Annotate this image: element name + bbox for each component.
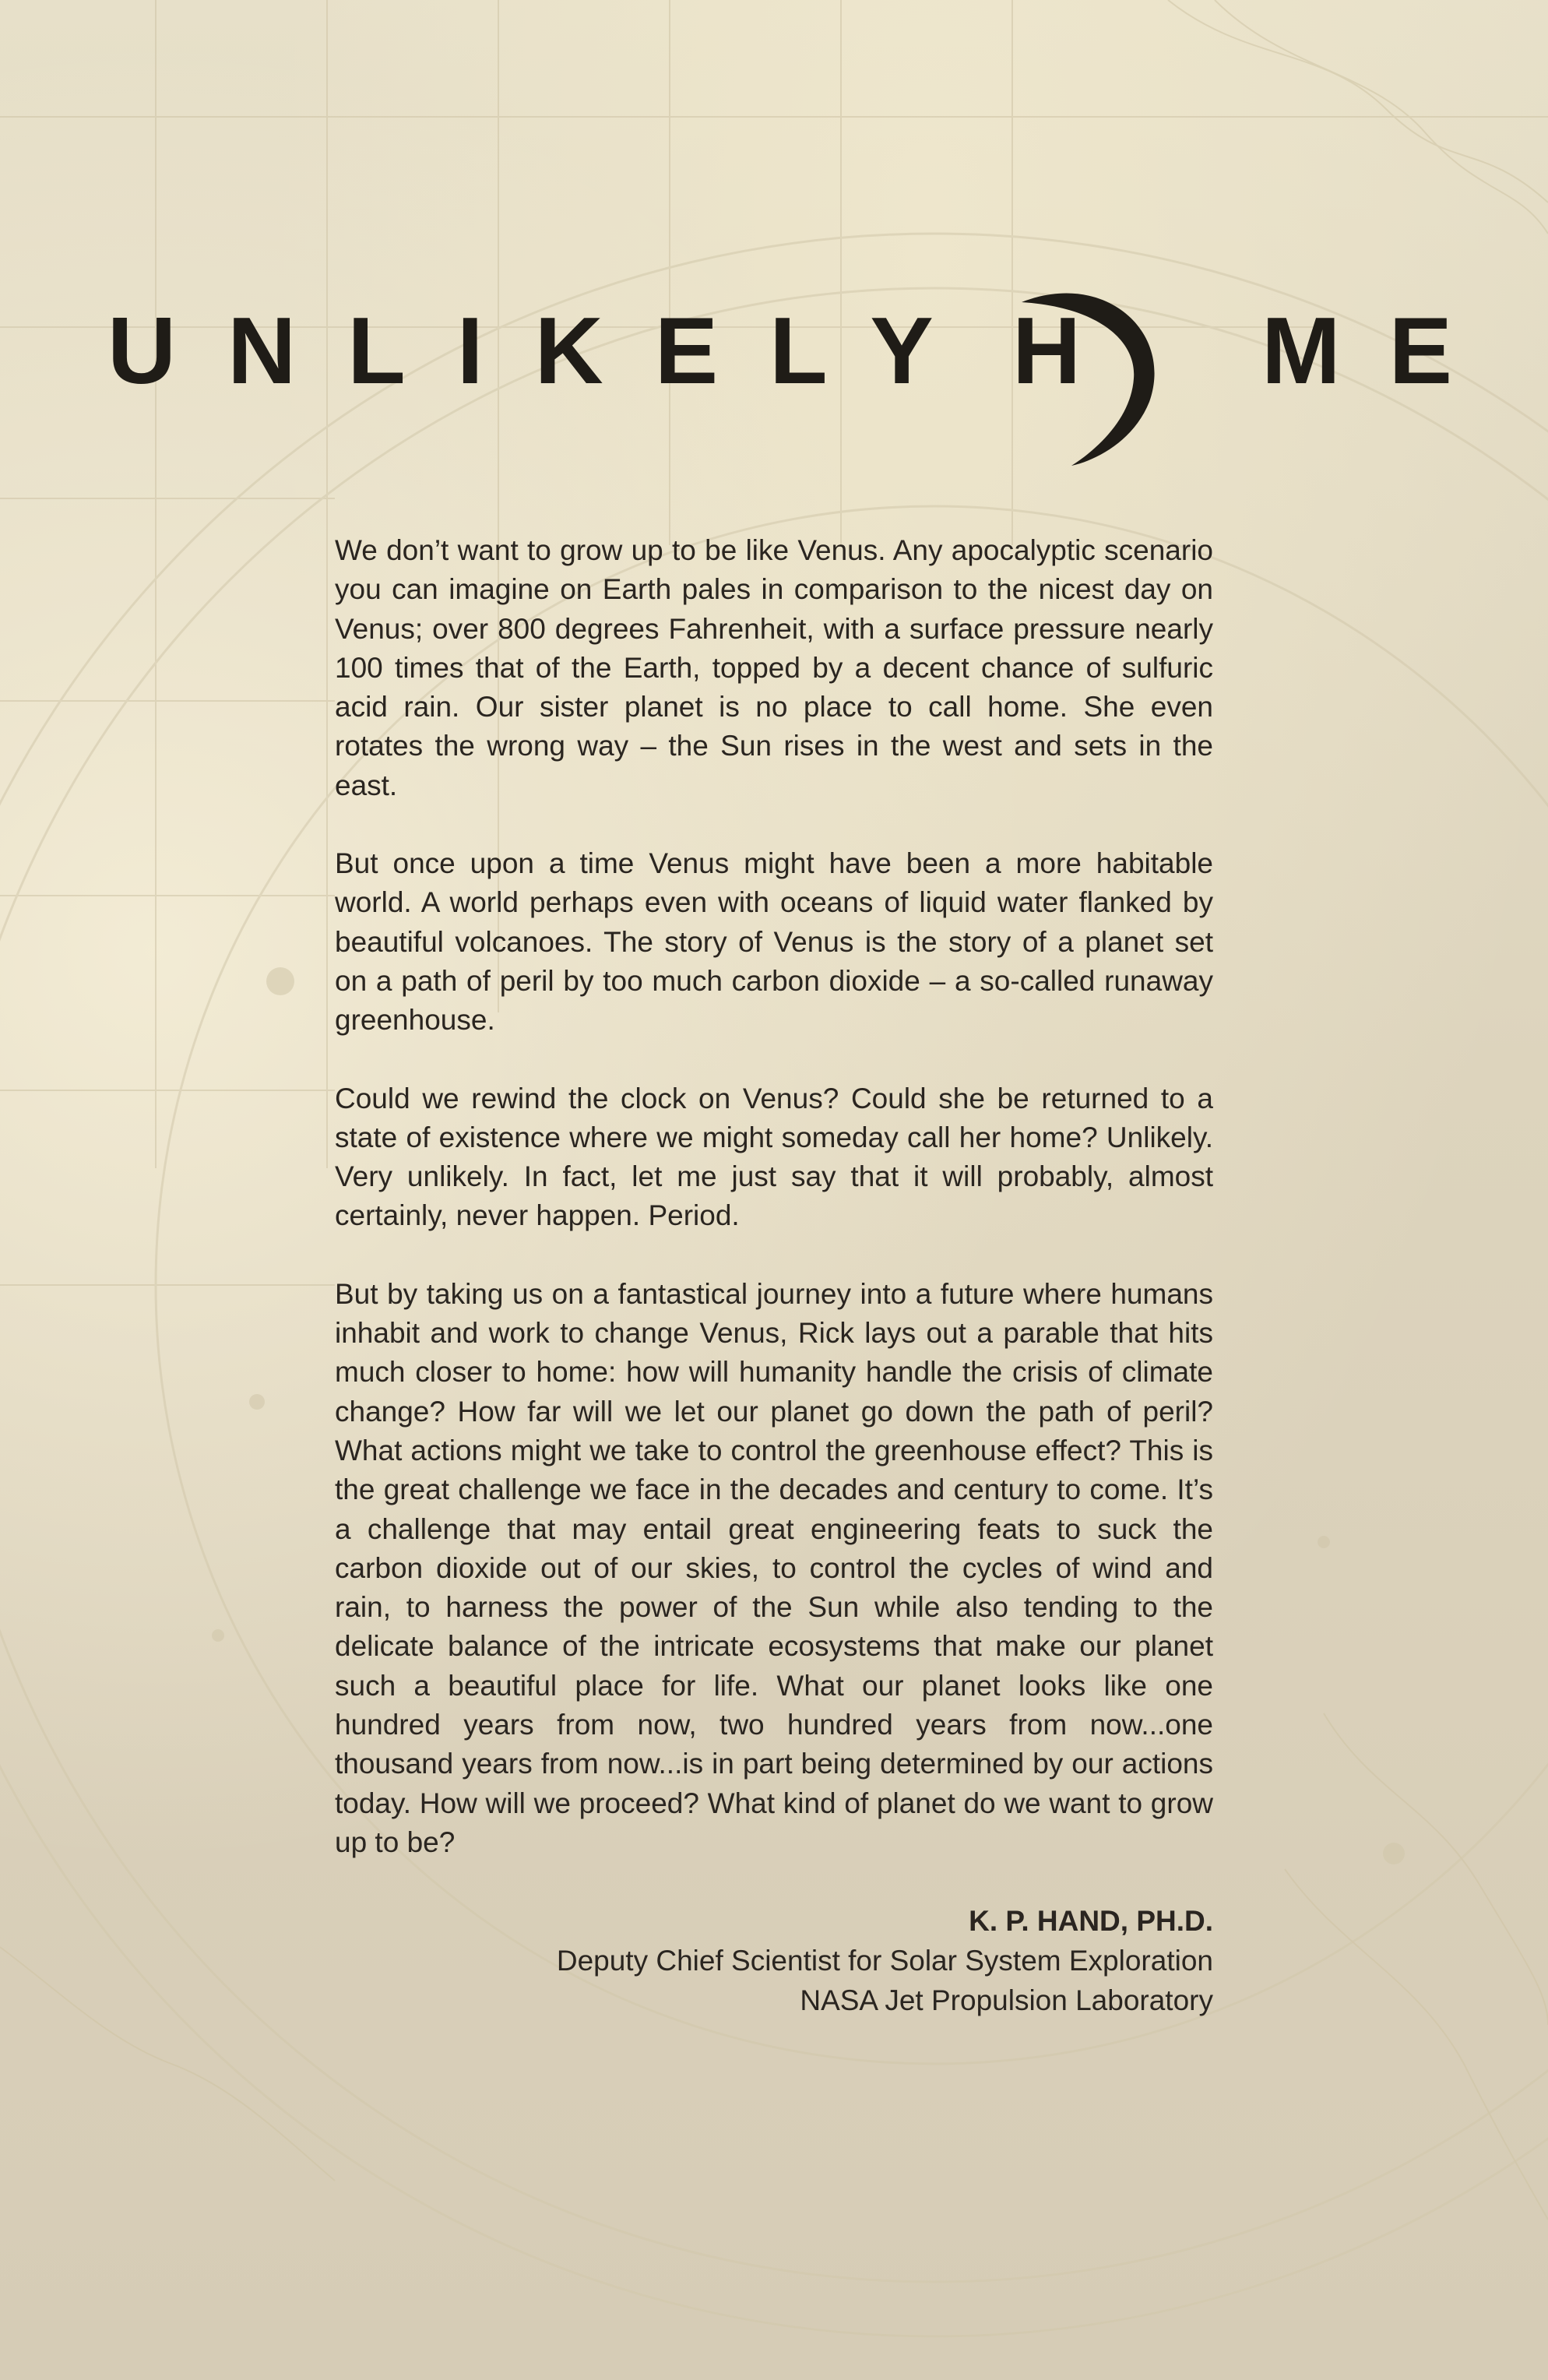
paragraph-4: But by taking us on a fantastical journey into a future where humans inhabit and work to change Venus, Rick lays out a parable that hits much closer to home: how will humanity handle the crisis of climate change? How far will we let our planet go down the path of peril? What actions might we take to control the greenhouse effect? This is the great challenge we face in the decades and century to come. It’s a challenge that may entail great engineering feats to suck the carbon dioxide out of our skies, to control the cycles of wind and rain, to harness the power of the Sun while also tending to the delicate balance of the intricate ecosystems that make our planet such a beautiful place for life. What our planet looks like one hundred years from now, two hundred years from now...one thousand years from now...is in part being determined by our actions today. How will we proceed? What kind of planet do we want to grow up to be? [335,1277,1213,1858]
author-signature-block [335,1901,1213,2020]
author-role: Deputy Chief Scientist for Solar System Exploration [556,1945,1213,1977]
title-letters-me: ME [1261,298,1501,403]
foreword-text [335,531,1213,2020]
title-letter-h: H [1012,298,1082,403]
paragraph-2: But once upon a time Venus might have been a more habitable world. A world perhaps even with oceans of liquid water flanked by beautiful volcanoes. The story of Venus is the story of a planet set on a path of peril by too much carbon dioxide – a so-called runaway greenhouse. [335,847,1213,1037]
title-word-unlikely: UNLIKELY [107,298,985,403]
crescent-o-icon [995,285,1182,472]
author-organization: NASA Jet Propulsion Laboratory [800,1984,1213,2017]
author-name: K. P. HAND, PH.D. [969,1905,1213,1938]
paragraph-1: We don’t want to grow up to be like Venus. Any apocalyptic scenario you can imagine on Earth pales in comparison to the nicest day on Venus; over 800 degrees Fahrenheit, with a surface pressure nearly 100 times that of the Earth, topped by a decent chance of sulfuric acid rain. Our sister planet is no place to call home. She even rotates the wrong way – the Sun rises in the west and sets in the east. [335,534,1213,801]
paragraph-3: Could we rewind the clock on Venus? Could she be returned to a state of existence where we might someday call her home? Unlikely. Very unlikely. In fact, let me just say that it will probably, almost certainly, never happen. Period. [335,1082,1213,1232]
book-title [0,280,1548,475]
